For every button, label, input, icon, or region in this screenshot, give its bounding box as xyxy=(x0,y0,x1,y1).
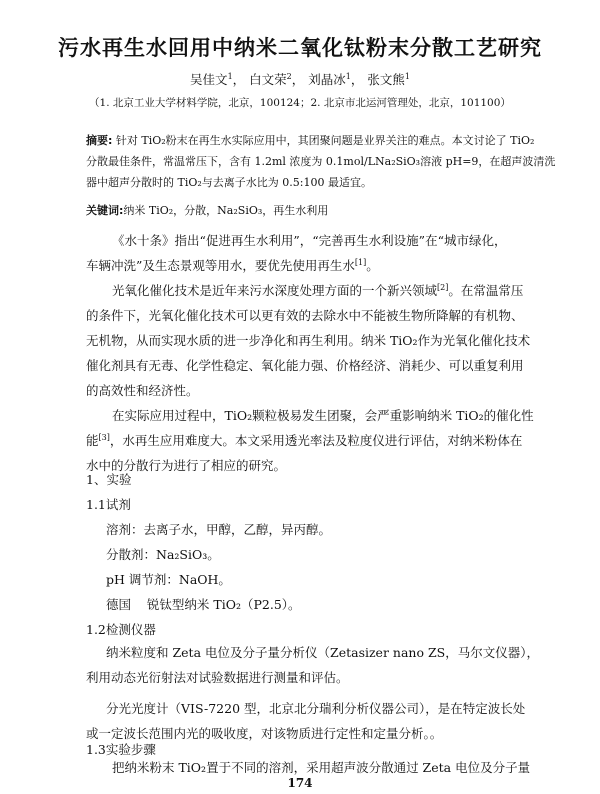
author-name: 吴佳文 xyxy=(190,72,228,87)
affiliation: （1. 北京工业大学材料学院，北京，100124；2. 北京市北运河管理处，北京，101100） xyxy=(89,97,511,109)
reagent-tio2 xyxy=(106,595,301,613)
citation: [3] xyxy=(98,432,110,442)
page-number: 174 xyxy=(287,776,313,790)
abstract-line: 分散最佳条件，常温常压下，含有 1.2ml 浓度为 0.1mol/LNa₂SiO₃溶液 pH=9，在超声波清洗 xyxy=(86,155,556,168)
paragraph-line: 或一定波长范围内光的吸收度，对该物质进行定性和定量分析。。 xyxy=(86,726,443,741)
paragraph-3 xyxy=(86,403,534,478)
paragraph-line: 水中的分散行为进行了相应的研究。 xyxy=(86,458,287,473)
reagent-solvent: 溶剂：去离子水，甲醇，乙醇，异丙醇。 xyxy=(106,522,332,537)
paragraph-line: 利用动态光衍射法对试验数据进行测量和评估。 xyxy=(86,670,349,685)
author-affil-mark: 1 xyxy=(227,71,233,81)
reagent-dispersant: 分散剂：Na₂SiO₃。 xyxy=(106,547,220,562)
keywords-label: 关键词: xyxy=(86,204,124,217)
instruments-paragraph xyxy=(86,640,539,746)
author-affil-mark: 2 xyxy=(286,71,292,81)
paragraph-1 xyxy=(86,228,520,278)
paragraph-line: 纳米粒度和 Zeta 电位及分子量分析仪（Zetasizer nano ZS，马尔文仪器）， xyxy=(106,645,539,660)
paragraph-line: ，水再生应用难度大。本文采用透光率法及粒度仪进行评估，对纳米粉体在 xyxy=(109,433,523,448)
paragraph-line: 。在常温常压 xyxy=(448,283,524,298)
paragraph-line: 《水十条》指出“促进再生水利用”，“完善再生水利设施”在“城市绿化， xyxy=(112,233,507,248)
paragraph-line: 分光光度计（VIS-7220 型，北京北分瑞利分析仪器公司），是在特定波长处 xyxy=(106,701,526,716)
paragraph-line: 在实际应用过程中，TiO₂颗粒极易发生团聚，会严重影响纳米 TiO₂的催化性 xyxy=(112,408,534,423)
abstract-line: 器中超声分散时的 TiO₂与去离子水比为 0.5:100 最适宜。 xyxy=(86,176,372,189)
paragraph-line: 的高效性和经济性。 xyxy=(86,383,199,398)
keywords-text: 纳米 TiO₂，分散，Na₂SiO₃，再生水利用 xyxy=(123,204,329,217)
reagent-tio2-text: 锐钛型纳米 TiO₂（P2.5）。 xyxy=(146,597,301,612)
abstract xyxy=(86,130,556,193)
author-affil-mark: 1 xyxy=(345,71,351,81)
section-heading: 1、实验 xyxy=(86,472,132,487)
keywords xyxy=(86,200,520,221)
paragraph-line: 的条件下，光氧化催化技术可以更有效的去除水中不能被生物所降解的有机物、 xyxy=(86,308,524,323)
abstract-line: 针对 TiO₂粉末在再生水实际应用中，其团聚问题是业界关注的难点。本文讨论了 TiO₂ xyxy=(115,134,535,147)
citation: [1] xyxy=(354,257,367,267)
author-list: 吴佳文$^1$， 白文荣$^2$， 刘晶冰$^1$， 张文熊$^1$ xyxy=(190,71,410,87)
subsection-heading: 1.1试剂 xyxy=(86,497,131,512)
abstract-label: 摘要: xyxy=(86,134,113,147)
paragraph-2 xyxy=(86,278,531,403)
paper-title: 污水再生水回用中纳米二氧化钛粉末分散工艺研究 xyxy=(58,36,542,60)
subsection-heading: 1.3实验步骤 xyxy=(86,742,156,757)
reagent-ph: pH 调节剂：NaOH。 xyxy=(106,572,231,587)
paragraph-line: 光氧化催化技术是近年来污水深度处理方面的一个新兴领域 xyxy=(112,283,438,298)
paragraph-line: 把纳米粉末 TiO₂置于不同的溶剂，采用超声波分散通过 Zeta 电位及分子量 xyxy=(112,760,531,775)
paragraph-line: 车辆冲洗”及生态景观等用水，要优先使用再生水 xyxy=(86,258,355,273)
paragraph-line: 无机物，从而实现水质的进一步净化和再生利用。纳米 TiO₂作为光氧化催化技术 xyxy=(86,333,531,348)
author-name: 白文荣 xyxy=(249,72,287,87)
author-name: 刘晶冰 xyxy=(308,72,346,87)
paragraph-line: 能 xyxy=(86,433,99,448)
author-name: 张文熊 xyxy=(367,72,405,87)
author-affil-mark: 1 xyxy=(404,71,410,81)
punctuation: 。 xyxy=(366,258,379,273)
citation: [2] xyxy=(437,282,449,292)
subsection-heading: 1.2检测仪器 xyxy=(86,622,156,637)
paragraph-line: 催化剂具有无毒、化学性稳定、氧化能力强、价格经济、消耗少、可以重复利用 xyxy=(86,358,524,373)
reagent-origin: 德国 xyxy=(106,597,132,612)
